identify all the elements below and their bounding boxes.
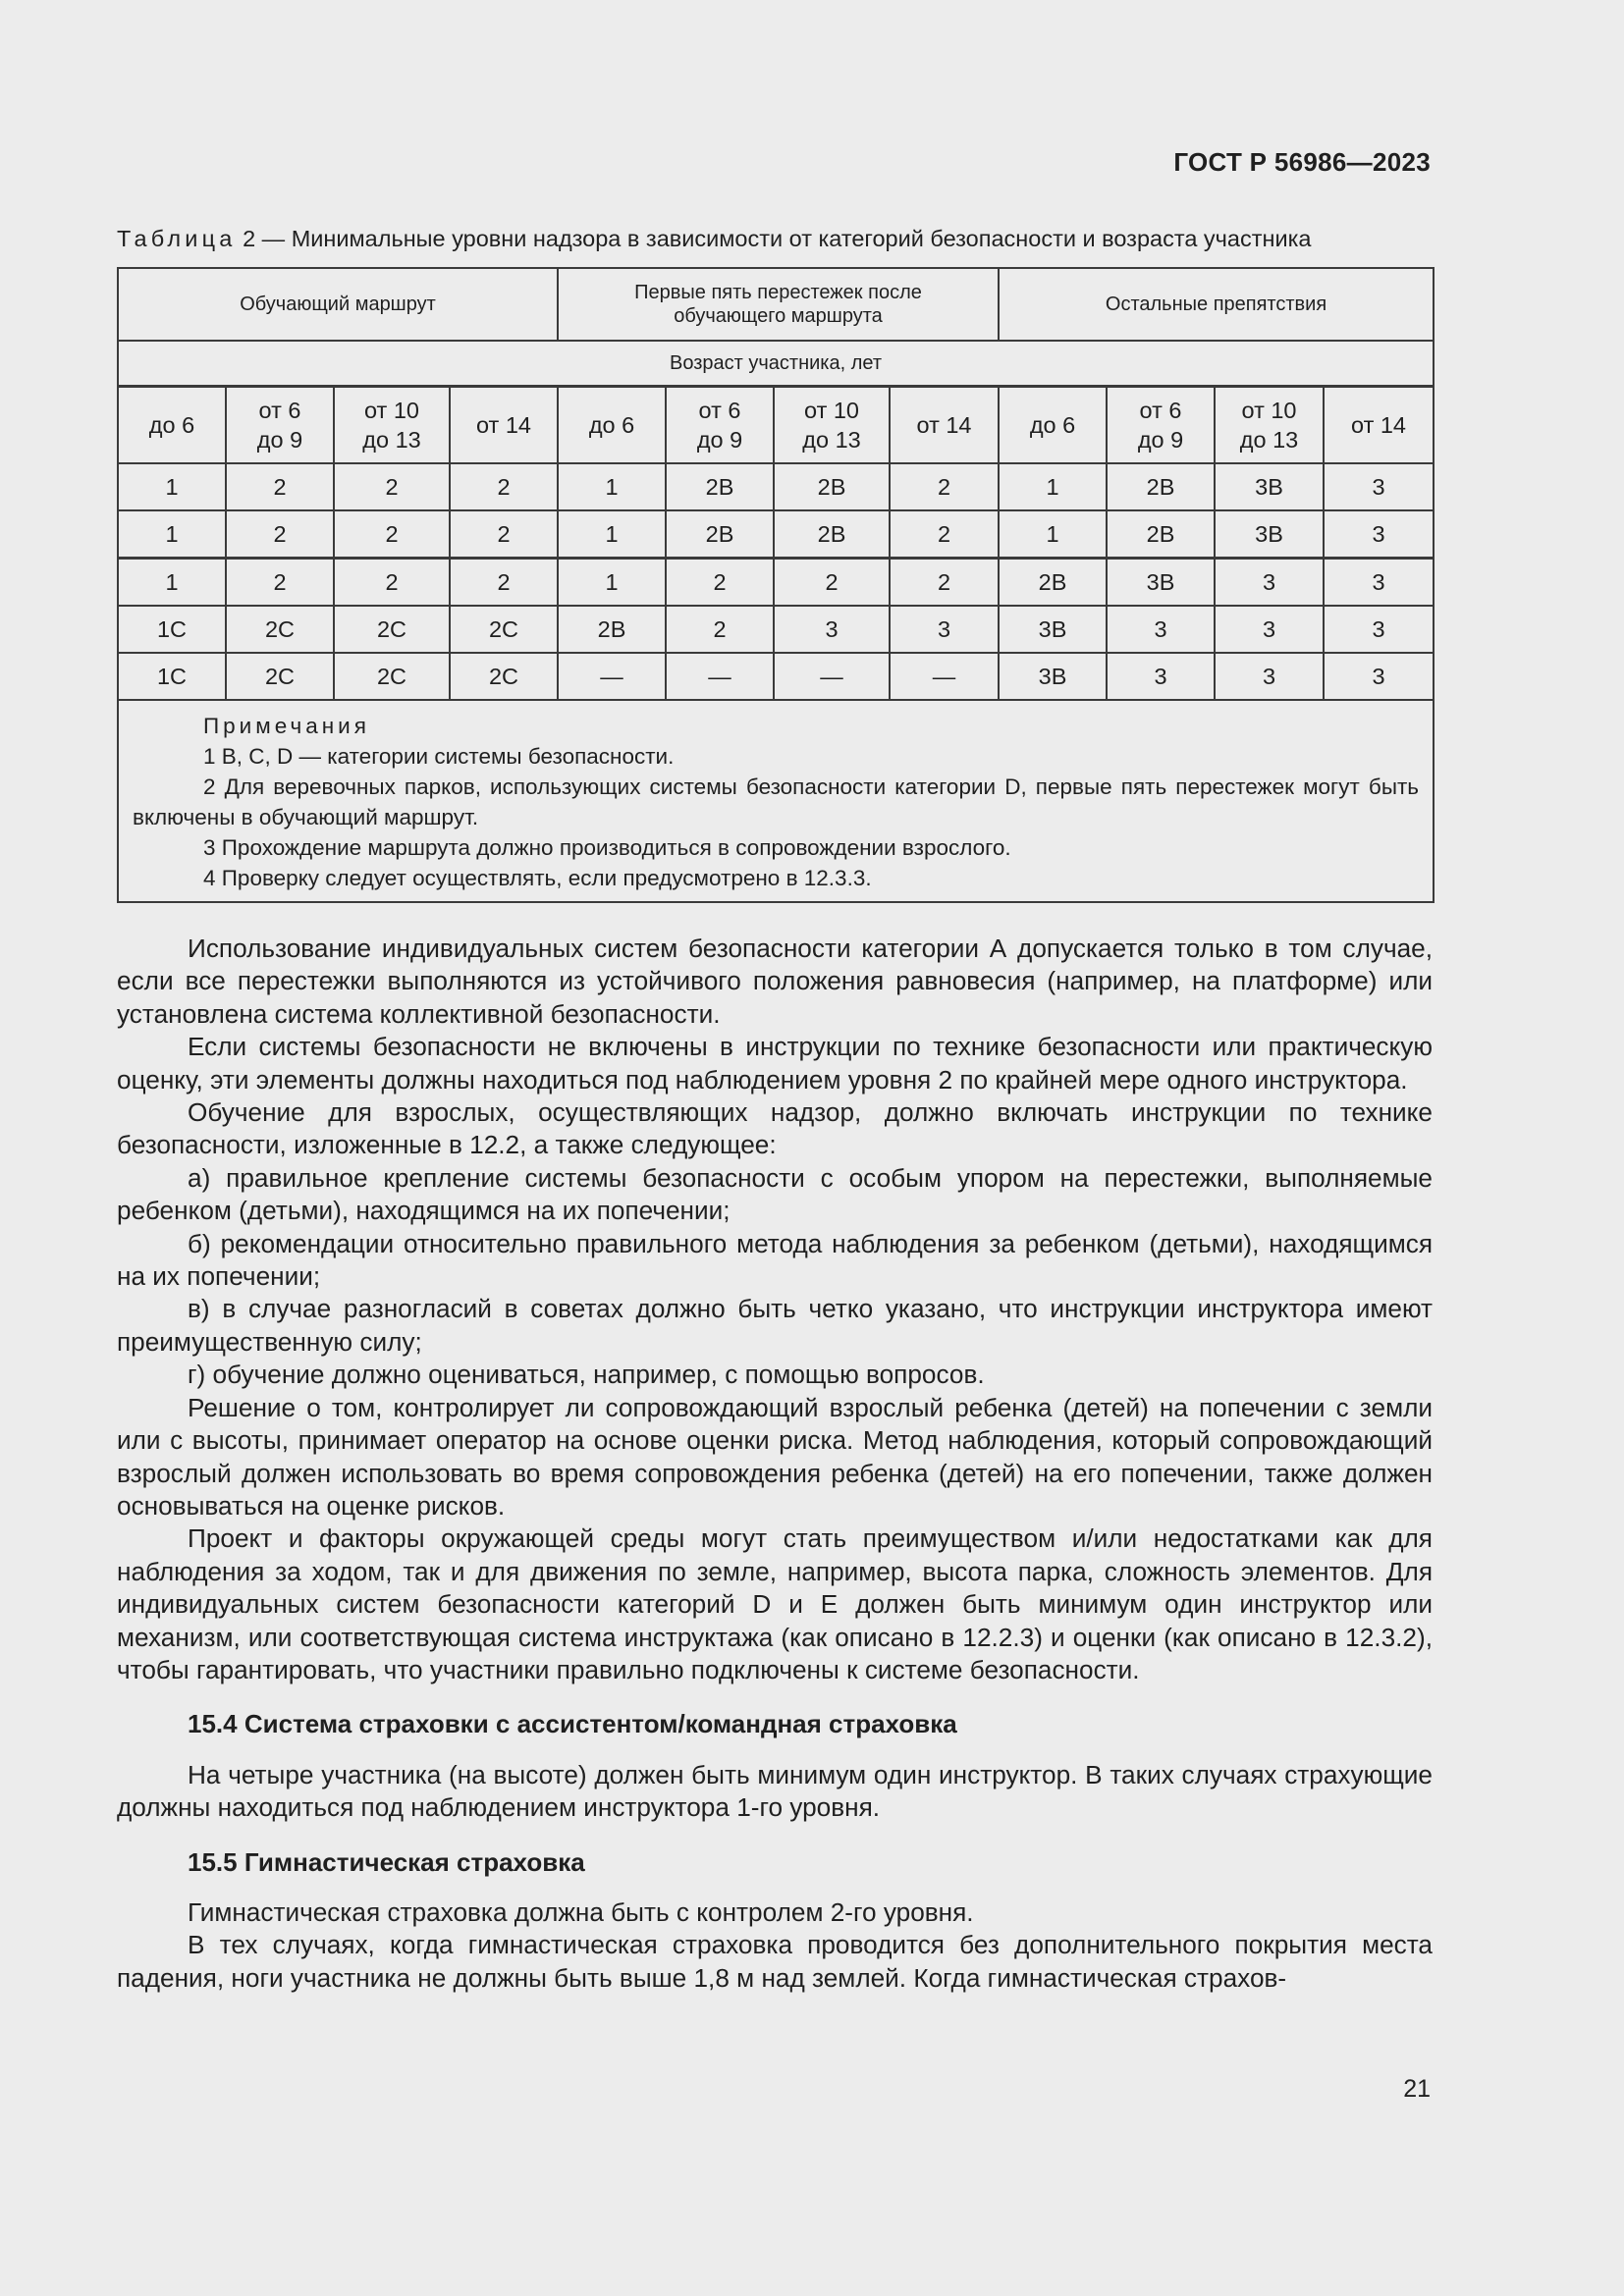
table-cell: 2: [450, 510, 558, 559]
table-cell: 3: [890, 606, 999, 653]
table-cell: 2: [890, 463, 999, 510]
notes-row: [118, 700, 1434, 902]
table-cell: 2B: [666, 510, 774, 559]
age-columns-row: [118, 387, 1434, 464]
table-cell: 2: [890, 559, 999, 607]
table-cell: 2C: [450, 653, 558, 700]
age-column: от 10 до 13: [334, 387, 450, 464]
note-item: 4 Проверку следует осуществлять, если предусмотрено в 12.3.3.: [203, 866, 872, 890]
page-number: 21: [1403, 2075, 1431, 2103]
table-cell: 3: [1107, 606, 1215, 653]
table-cell: 3B: [1215, 510, 1324, 559]
table-cell: 1: [118, 559, 226, 607]
table-cell: 2C: [334, 653, 450, 700]
age-column: от 6 до 9: [666, 387, 774, 464]
table-cell: 3: [1324, 510, 1434, 559]
age-column: до 6: [558, 387, 666, 464]
document-id: ГОСТ Р 56986—2023: [1173, 147, 1431, 177]
table-cell: 1: [558, 463, 666, 510]
table-cell: 2: [666, 606, 774, 653]
table-cell: 3: [774, 606, 890, 653]
table-notes: [118, 700, 1434, 902]
table-cell: 1: [558, 559, 666, 607]
age-header: Возраст участника, лет: [118, 341, 1434, 387]
table-cell: 2: [450, 463, 558, 510]
table-cell: 2C: [334, 606, 450, 653]
table-cell: 2B: [666, 463, 774, 510]
table-cell: 2: [334, 559, 450, 607]
age-column: от 6 до 9: [1107, 387, 1215, 464]
paragraph: Если системы безопасности не включены в инструкции по технике безопасности или практическую оценку, эти элементы должны находиться под наблюдением уровня 2 по крайней мере одного инструктора.: [117, 1032, 1433, 1095]
list-item: а) правильное крепление системы безопасности с особым упором на перестежки, выполняемые ребенком (детьми), находящимся на их попечении;: [117, 1162, 1433, 1226]
table-cell: —: [666, 653, 774, 700]
group-header-row: [118, 268, 1434, 341]
table-cell: 2: [334, 510, 450, 559]
table-cell: 2B: [999, 559, 1107, 607]
age-header-row: [118, 341, 1434, 387]
paragraph: Обучение для взрослых, осуществляющих надзор, должно включать инструкции по технике безопасности, изложенные в 12.2, а также следующее:: [117, 1097, 1433, 1160]
table-row: [118, 510, 1434, 559]
table-cell: 3: [1107, 653, 1215, 700]
paragraph: Проект и факторы окружающей среды могут стать преимуществом и/или недостатками как для наблюдения за ходом, так и для движения по земле, например, высота парка, сложность элементов. Для индивидуальных систем безопасности категорий D и E должен быть минимум один инструктор или механизм, или соответствующая система инструктажа (как описано в 12.2.3) и оценки (как описано в 12.3.2), чтобы гарантировать, что участники правильно подключены к системе безопасности.: [117, 1523, 1433, 1684]
table-cell: 2B: [1107, 463, 1215, 510]
table-cell: 2B: [558, 606, 666, 653]
table-cell: 1: [118, 510, 226, 559]
table-cell: 2: [226, 559, 334, 607]
table-cell: 3: [1215, 606, 1324, 653]
section-heading: 15.5 Гимнастическая страховка: [188, 1846, 585, 1877]
age-column: от 14: [450, 387, 558, 464]
paragraph: В тех случаях, когда гимнастическая страховка проводится без дополнительного покрытия места падения, ноги участника не должны быть выше 1,8 м над землей. Когда гимнастическая страхов-: [117, 1930, 1433, 1993]
paragraph: Использование индивидуальных систем безопасности категории А допускается только в том случае, если все перестежки выполняются из устойчивого положения равновесия (например, на платформе) или установлена система коллективной безопасности.: [117, 934, 1433, 1029]
table-cell: 3: [1324, 559, 1434, 607]
age-column: от 10 до 13: [774, 387, 890, 464]
group-header: Первые пять перестежек после обучающего маршрута: [558, 268, 999, 341]
table-cell: 2C: [226, 653, 334, 700]
age-column: от 10 до 13: [1215, 387, 1324, 464]
table-cell: 1: [999, 510, 1107, 559]
table-cell: 2: [890, 510, 999, 559]
table-row: [118, 606, 1434, 653]
table-cell: 3: [1215, 653, 1324, 700]
table-cell: 3B: [999, 606, 1107, 653]
table-cell: 1: [558, 510, 666, 559]
table-cell: 1C: [118, 606, 226, 653]
table-cell: 2C: [226, 606, 334, 653]
list-item: г) обучение должно оцениваться, например, с помощью вопросов.: [188, 1360, 985, 1390]
table-cell: 3: [1215, 559, 1324, 607]
table-cell: 1: [118, 463, 226, 510]
table-cell: —: [890, 653, 999, 700]
table-cell: 2B: [774, 463, 890, 510]
group-header: Обучающий маршрут: [118, 268, 558, 341]
table-cell: 2: [666, 559, 774, 607]
body-text: [117, 933, 1433, 1995]
table-cell: 2: [774, 559, 890, 607]
table-cell: 2B: [1107, 510, 1215, 559]
note-item: 3 Прохождение маршрута должно производиться в сопровождении взрослого.: [203, 835, 1011, 860]
paragraph: На четыре участника (на высоте) должен быть минимум один инструктор. В таких случаях страхующие должны находиться под наблюдением инструктора 1-го уровня.: [117, 1759, 1433, 1823]
age-column: до 6: [999, 387, 1107, 464]
list-item: б) рекомендации относительно правильного метода наблюдения за ребенком (детьми), находящимся на их попечении;: [117, 1228, 1433, 1292]
age-column: от 6 до 9: [226, 387, 334, 464]
table-caption-text: 2 — Минимальные уровни надзора в зависимости от категорий безопасности и возраста участника: [236, 226, 1312, 251]
table-cell: 2: [226, 510, 334, 559]
table-cell: 2: [450, 559, 558, 607]
note-item: 2 Для веревочных парков, использующих системы безопасности категории D, первые пять перестежек могут быть включены в обучающий маршрут.: [133, 774, 1420, 829]
paragraph: Гимнастическая страховка должна быть с контролем 2-го уровня.: [188, 1896, 974, 1927]
age-column: до 6: [118, 387, 226, 464]
table-caption: [117, 226, 1433, 252]
table-cell: 3: [1324, 463, 1434, 510]
table-cell: 1C: [118, 653, 226, 700]
table-cell: 2: [226, 463, 334, 510]
age-column: от 14: [1324, 387, 1434, 464]
table-cell: 3B: [1107, 559, 1215, 607]
table-cell: 3B: [999, 653, 1107, 700]
notes-title: Примечания: [203, 714, 370, 738]
table-cell: 3B: [1215, 463, 1324, 510]
table-row: [118, 653, 1434, 700]
note-item: 1 B, C, D — категории системы безопасности.: [203, 744, 675, 769]
table-caption-label: Таблица: [117, 226, 237, 251]
table-cell: 3: [1324, 653, 1434, 700]
table-cell: 2C: [450, 606, 558, 653]
table-row: [118, 559, 1434, 607]
table-cell: —: [558, 653, 666, 700]
list-item: в) в случае разногласий в советах должно быть четко указано, что инструкции инструктора имеют преимущественную силу;: [117, 1294, 1433, 1357]
table-cell: 2B: [774, 510, 890, 559]
table-cell: 3: [1324, 606, 1434, 653]
section-heading: 15.4 Система страховки с ассистентом/командная страховка: [188, 1709, 957, 1739]
table-cell: 2: [334, 463, 450, 510]
group-header: Остальные препятствия: [999, 268, 1434, 341]
supervision-table: [117, 267, 1435, 903]
table-cell: 1: [999, 463, 1107, 510]
paragraph: Решение о том, контролирует ли сопровождающий взрослый ребенка (детей) на попечении с земли или с высоты, принимает оператор на основе оценки риска. Метод наблюдения, который сопровождающий взрослый должен использовать во время сопровождения ребенка (детей) на его попечении, также должен основываться на оценке рисков.: [117, 1392, 1433, 1521]
age-column: от 14: [890, 387, 999, 464]
table-cell: —: [774, 653, 890, 700]
table-row: [118, 463, 1434, 510]
